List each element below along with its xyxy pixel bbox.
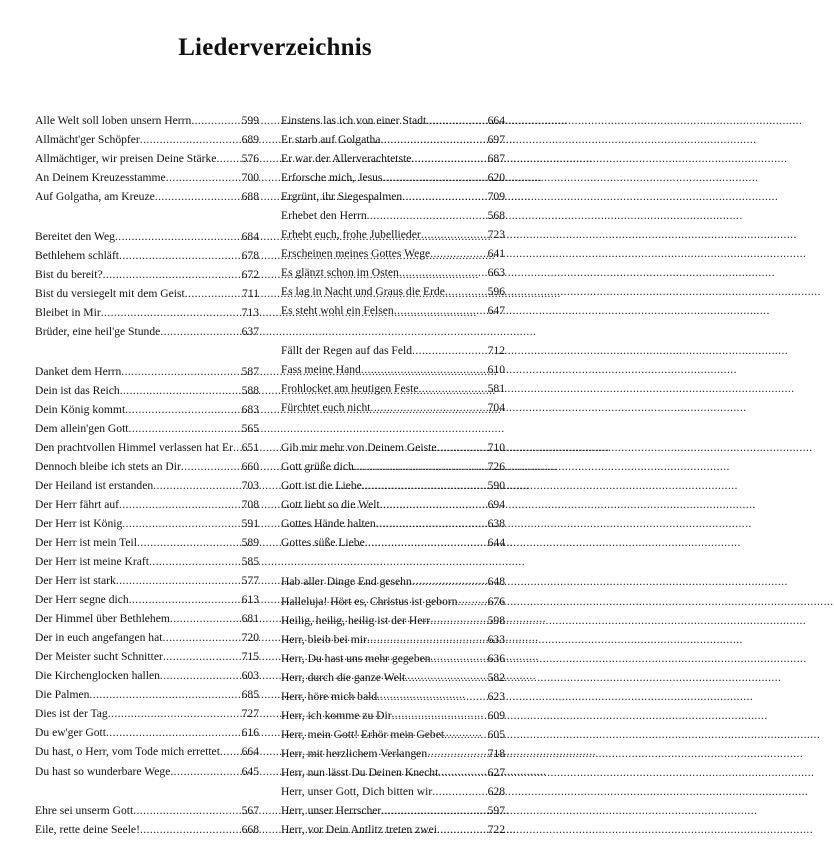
dot-leader: [103, 265, 241, 284]
song-title: Herr, ich komme zu Dir: [281, 708, 392, 722]
dot-leader: [361, 360, 487, 379]
dot-leader: [411, 149, 486, 168]
index-entry: [35, 149, 259, 168]
song-number: 633: [487, 632, 505, 646]
dot-leader: [380, 130, 486, 149]
song-title: Dennoch bleibe ich stets an Dir: [35, 459, 181, 473]
song-title: Du hast so wunderbare Wege: [35, 764, 171, 778]
dot-leader: [163, 647, 241, 666]
song-title: Er starb auf Golgatha: [281, 133, 381, 147]
dot-leader: [162, 628, 240, 647]
song-number: 664: [487, 114, 505, 127]
letter-group: [281, 438, 505, 552]
index-entry: [281, 187, 505, 206]
dot-leader: [115, 227, 241, 246]
letter-group: [35, 111, 259, 206]
song-title: Herr, durch die ganze Welt: [281, 670, 406, 684]
dot-leader: [392, 706, 487, 725]
index-entry: [35, 762, 259, 781]
song-title: Es glänzt schon im Osten: [281, 266, 399, 280]
dot-leader: [106, 723, 241, 742]
dot-leader: [399, 263, 487, 282]
song-title: Der Heiland ist erstanden: [35, 478, 154, 492]
index-entry: [281, 130, 505, 149]
dot-leader: [367, 630, 487, 649]
song-title: Es steht wohl ein Felsen: [281, 304, 394, 318]
song-number: 703: [241, 478, 259, 492]
song-number: 589: [241, 535, 259, 549]
dot-leader: [382, 168, 486, 187]
song-title: Herr, vor Dein Antlitz treten zwei: [281, 823, 437, 837]
song-number: 638: [487, 516, 505, 530]
song-title: Bleibet in Mir: [35, 305, 101, 319]
index-entry: [35, 381, 259, 400]
index-entry: [281, 225, 505, 244]
song-number: 613: [241, 593, 259, 607]
song-number: 713: [241, 305, 259, 319]
song-number: 676: [487, 594, 505, 608]
dot-leader: [412, 341, 487, 360]
dot-leader: [125, 400, 240, 419]
song-title: Der Herr ist stark: [35, 574, 116, 588]
song-number: 596: [487, 285, 505, 299]
index-entry: [281, 725, 505, 744]
index-entry: [35, 362, 259, 381]
dot-leader: [431, 649, 487, 668]
dot-leader: [119, 246, 241, 265]
index-entry: [281, 820, 505, 839]
song-title: Erscheinen meines Gottes Wege: [281, 247, 431, 261]
dot-leader: [426, 111, 486, 130]
dot-leader: [421, 225, 487, 244]
index-entry: [281, 149, 505, 168]
index-entry: [35, 533, 259, 552]
dot-leader: [362, 476, 487, 495]
dot-leader: [119, 495, 241, 514]
song-number: 590: [487, 478, 505, 492]
dot-leader: [185, 284, 241, 303]
index-entry: [35, 628, 259, 647]
index-entry: [281, 282, 505, 301]
song-title: Erhebt euch, frohe Jubellieder: [281, 228, 421, 242]
song-number: 672: [241, 267, 259, 281]
index-entry: [35, 801, 259, 820]
dot-leader: [140, 130, 241, 149]
song-number: 641: [487, 247, 505, 261]
song-number: 582: [487, 670, 505, 684]
song-title: Den prachtvollen Himmel verlassen hat Er: [35, 440, 233, 454]
song-title: Erforsche mich, Jesus: [281, 171, 383, 185]
song-title: Bethlehem schläft: [35, 248, 120, 262]
song-number: 704: [487, 401, 505, 415]
song-title: Gottes Hände halten: [281, 516, 376, 530]
letter-group: [281, 341, 505, 417]
index-entry: [281, 706, 505, 725]
dot-leader: [412, 572, 487, 591]
song-number: 648: [487, 575, 505, 589]
letter-group: [281, 111, 505, 321]
index-entry: [281, 263, 505, 282]
dot-leader: [394, 301, 487, 320]
index-entry: [35, 723, 259, 742]
song-title: Herr, Du hast uns mehr gegeben: [281, 651, 431, 665]
index-entry: [281, 301, 505, 320]
dot-leader: [149, 552, 241, 571]
song-number: 694: [487, 497, 505, 511]
song-number: 599: [241, 114, 259, 127]
dot-leader: [170, 762, 240, 781]
dot-leader: [377, 687, 486, 706]
index-entry: [281, 398, 505, 417]
dot-leader: [418, 379, 486, 398]
song-number: 637: [241, 324, 259, 338]
song-number: 712: [487, 344, 505, 358]
song-number: 651: [241, 440, 259, 454]
song-number: 708: [241, 497, 259, 511]
song-number: 636: [487, 651, 505, 665]
index-entry: [35, 704, 259, 723]
song-number: 605: [487, 727, 505, 741]
dot-leader: [89, 685, 240, 704]
song-title: Er war der Allerverachtetste: [281, 152, 412, 166]
song-title: Allmächt'ger Schöpfer: [35, 133, 140, 147]
song-title: Dein König kommt: [35, 402, 126, 416]
song-title: Der Herr ist mein Teil: [35, 535, 137, 549]
letter-group: [281, 572, 505, 839]
song-title: Der Meister sucht Schnitter: [35, 650, 163, 664]
song-number: 616: [241, 726, 259, 740]
index-entry: [35, 495, 259, 514]
song-number: 565: [241, 421, 259, 435]
song-title: Die Kirchenglocken hallen: [35, 669, 160, 683]
dot-leader: [116, 571, 241, 590]
song-number: 664: [241, 745, 259, 759]
song-number: 684: [241, 229, 259, 243]
song-number: 591: [241, 516, 259, 530]
dot-leader: [137, 533, 241, 552]
dot-leader: [140, 820, 241, 839]
song-title: An Deinem Kreuzesstamme: [35, 171, 166, 185]
dot-leader: [101, 303, 241, 322]
dot-leader: [170, 609, 241, 628]
dot-leader: [216, 149, 240, 168]
song-number: 597: [487, 804, 505, 818]
song-number: 710: [487, 440, 505, 454]
song-title: Gott grüße dich: [281, 459, 354, 473]
index-entry: [35, 647, 259, 666]
index-entry: [35, 187, 259, 206]
index-entry: [35, 284, 259, 303]
index-entry: [35, 820, 259, 839]
song-number: 628: [487, 785, 505, 798]
index-entry: [35, 476, 259, 495]
song-number: 577: [241, 574, 259, 588]
dot-leader: [121, 362, 240, 381]
song-title: Einstens las ich von einer Stadt: [281, 114, 427, 127]
index-entry: [281, 438, 505, 457]
song-title: Der Herr ist König: [35, 516, 123, 530]
index-entry: [281, 168, 505, 187]
index-entry: [281, 782, 505, 801]
index-entry: [35, 246, 259, 265]
song-title: Dein ist das Reich: [35, 383, 120, 397]
song-title: Der Herr fährt auf: [35, 497, 120, 511]
song-number: 567: [241, 804, 259, 818]
index-entry: [281, 476, 505, 495]
dot-leader: [365, 533, 487, 552]
song-title: Herr, nun lässt Du Deinen Knecht: [281, 765, 439, 779]
index-entry: [281, 801, 505, 820]
index-entry: [35, 168, 259, 187]
dot-leader: [120, 381, 241, 400]
song-number: 660: [241, 459, 259, 473]
song-number: 647: [487, 304, 505, 318]
song-number: 598: [487, 613, 505, 627]
song-title: Der in euch angefangen hat: [35, 631, 163, 645]
index-entry: [35, 685, 259, 704]
song-title: Gib mir mehr von Deinem Geiste: [281, 440, 437, 454]
song-title: Dies ist der Tag: [35, 707, 108, 721]
index-entry: [281, 611, 505, 630]
song-number: 620: [487, 171, 505, 185]
dot-leader: [430, 244, 486, 263]
index-entry: [35, 419, 259, 438]
song-number: 585: [241, 554, 259, 568]
dot-leader: [432, 782, 486, 801]
song-title: Erhebet den Herrn: [281, 209, 367, 223]
index-entry: [281, 649, 505, 668]
index-entry: [281, 630, 505, 649]
dot-leader: [367, 206, 487, 225]
song-number: 715: [241, 650, 259, 664]
song-title: Herr, höre mich bald: [281, 689, 378, 703]
dot-leader: [430, 611, 487, 630]
dot-leader: [153, 476, 240, 495]
song-number: 609: [487, 708, 505, 722]
dot-leader: [438, 763, 486, 782]
dot-leader: [427, 744, 486, 763]
song-title: Bist du bereit?: [35, 267, 103, 281]
song-number: 688: [241, 190, 259, 204]
song-number: 723: [487, 228, 505, 242]
song-number: 644: [487, 535, 505, 549]
dot-leader: [437, 820, 487, 839]
song-title: Der Herr ist meine Kraft: [35, 554, 149, 568]
index-entry: [281, 687, 505, 706]
letter-group: [35, 227, 259, 341]
index-entry: [35, 514, 259, 533]
index-entry: [281, 592, 505, 611]
song-number: 685: [241, 688, 259, 702]
index-entry: [35, 609, 259, 628]
song-number: 722: [487, 823, 505, 837]
index-entry: [35, 265, 259, 284]
dot-leader: [444, 725, 487, 744]
index-entry: [35, 590, 259, 609]
song-number: 727: [241, 707, 259, 721]
song-title: Es lag in Nacht und Graus die Erde: [281, 285, 445, 299]
song-title: Der Himmel über Bethlehem: [35, 612, 170, 626]
dot-leader: [437, 438, 487, 457]
dot-leader: [166, 168, 241, 187]
index-entry: [35, 438, 259, 457]
song-title: Der Herr segne dich: [35, 593, 129, 607]
index-entry: [35, 457, 259, 476]
song-title: Bist du versiegelt mit dem Geist: [35, 286, 185, 300]
song-title: Brüder, eine heil'ge Stunde: [35, 324, 161, 338]
index-entry: [281, 341, 505, 360]
song-number: 645: [241, 764, 259, 778]
song-title: Danket dem Herrn: [35, 364, 122, 378]
song-title: Halleluja! Hört es, Christus ist geborn: [281, 594, 458, 608]
song-title: Gott liebt so die Welt: [281, 497, 380, 511]
dot-leader: [380, 495, 487, 514]
song-number: 668: [241, 823, 259, 837]
song-number: 587: [241, 364, 259, 378]
song-number: 678: [241, 248, 259, 262]
song-number: 610: [487, 363, 505, 377]
index-entry: [281, 111, 505, 130]
song-title: Herr, mein Gott! Erhör mein Gebet: [281, 727, 445, 741]
song-title: Allmächtiger, wir preisen Deine Stärke: [35, 152, 217, 166]
dot-leader: [405, 668, 486, 687]
dot-leader: [354, 457, 487, 476]
index-entry: [281, 668, 505, 687]
song-number: 627: [487, 765, 505, 779]
dot-leader: [122, 514, 240, 533]
index-entry: [281, 244, 505, 263]
index-entry: [35, 400, 259, 419]
song-number: 687: [487, 152, 505, 166]
song-number: 603: [241, 669, 259, 683]
song-title: Eile, rette deine Seele!: [35, 823, 140, 837]
index-column-left: [35, 111, 259, 860]
dot-leader: [445, 282, 487, 301]
song-title: Fass meine Hand: [281, 363, 361, 377]
song-number: 581: [487, 382, 505, 396]
song-title: Herr, bleib bei mir: [281, 632, 367, 646]
song-title: Heilig, heilig, heilig ist der Herr: [281, 613, 431, 627]
song-title: Gottes süße Liebe: [281, 535, 365, 549]
dot-leader: [160, 322, 240, 341]
dot-leader: [402, 187, 486, 206]
index-column-right: [281, 111, 505, 860]
song-number: 623: [487, 689, 505, 703]
index-entry: [281, 763, 505, 782]
song-number: 683: [241, 402, 259, 416]
song-title: Dem allein'gen Gott: [35, 421, 129, 435]
song-title: Alle Welt soll loben unsern Herrn: [35, 114, 192, 127]
song-number: 711: [242, 286, 259, 300]
song-title: Hab aller Dinge End gesehn: [281, 575, 412, 589]
letter-group: [35, 362, 259, 781]
song-number: 720: [241, 631, 259, 645]
index-entry: [281, 744, 505, 763]
dot-leader: [108, 704, 241, 723]
dot-leader: [376, 514, 487, 533]
index-entry: [281, 360, 505, 379]
index-entry: [281, 206, 505, 225]
song-number: 663: [487, 266, 505, 280]
song-title: Ehre sei unserm Gott: [35, 804, 134, 818]
index-entry: [35, 322, 259, 341]
song-title: Auf Golgatha, am Kreuze: [35, 190, 155, 204]
song-title: Fällt der Regen auf das Feld: [281, 344, 413, 358]
song-title: Ergrünt, ihr Siegespalmen: [281, 190, 403, 204]
song-title: Frohlocket am heutigen Feste: [281, 382, 419, 396]
dot-leader: [457, 592, 486, 611]
dot-leader: [381, 801, 486, 820]
index-entry: [281, 379, 505, 398]
song-number: 588: [241, 383, 259, 397]
index-entry: [35, 303, 259, 322]
song-title: Fürchtet euch nicht: [281, 401, 371, 415]
song-title: Die Palmen: [35, 688, 90, 702]
dot-leader: [129, 419, 241, 438]
index-entry: [35, 742, 259, 761]
song-title: Bereitet den Weg: [35, 229, 115, 243]
song-number: 700: [241, 171, 259, 185]
index-entry: [281, 514, 505, 533]
song-title: Herr, unser Herrscher: [281, 804, 382, 818]
letter-group: [35, 801, 259, 839]
dot-leader: [233, 438, 241, 457]
song-number: 697: [487, 133, 505, 147]
song-number: 689: [241, 133, 259, 147]
dot-leader: [371, 398, 487, 417]
song-number: 718: [487, 746, 505, 760]
song-number: 681: [241, 612, 259, 626]
index-entry: [281, 533, 505, 552]
index-entry: [35, 227, 259, 246]
song-number: 568: [487, 209, 505, 223]
song-title: Herr, unser Gott, Dich bitten wir: [281, 785, 433, 798]
index-entry: [35, 571, 259, 590]
index-entry: [281, 495, 505, 514]
dot-leader: [220, 742, 241, 761]
dot-leader: [160, 666, 241, 685]
index-entry: [35, 552, 259, 571]
dot-leader: [129, 590, 241, 609]
song-title: Du ew'ger Gott: [35, 726, 106, 740]
song-number: 726: [487, 459, 505, 473]
song-number: 709: [487, 190, 505, 204]
index-entry: [35, 666, 259, 685]
index-entry: [281, 457, 505, 476]
dot-leader: [181, 457, 241, 476]
song-number: 576: [241, 152, 259, 166]
song-title: Du hast, o Herr, vom Tode mich errettet: [35, 745, 220, 759]
dot-leader: [155, 187, 241, 206]
index-entry: [281, 572, 505, 591]
song-title: Herr, mit herzlichem Verlangen: [281, 746, 428, 760]
index-entry: [35, 111, 259, 130]
page-title: Liederverzeichnis: [178, 34, 372, 61]
dot-leader: [191, 111, 240, 130]
dot-leader: [133, 801, 240, 820]
index-entry: [35, 130, 259, 149]
song-title: Gott ist die Liebe: [281, 478, 362, 492]
